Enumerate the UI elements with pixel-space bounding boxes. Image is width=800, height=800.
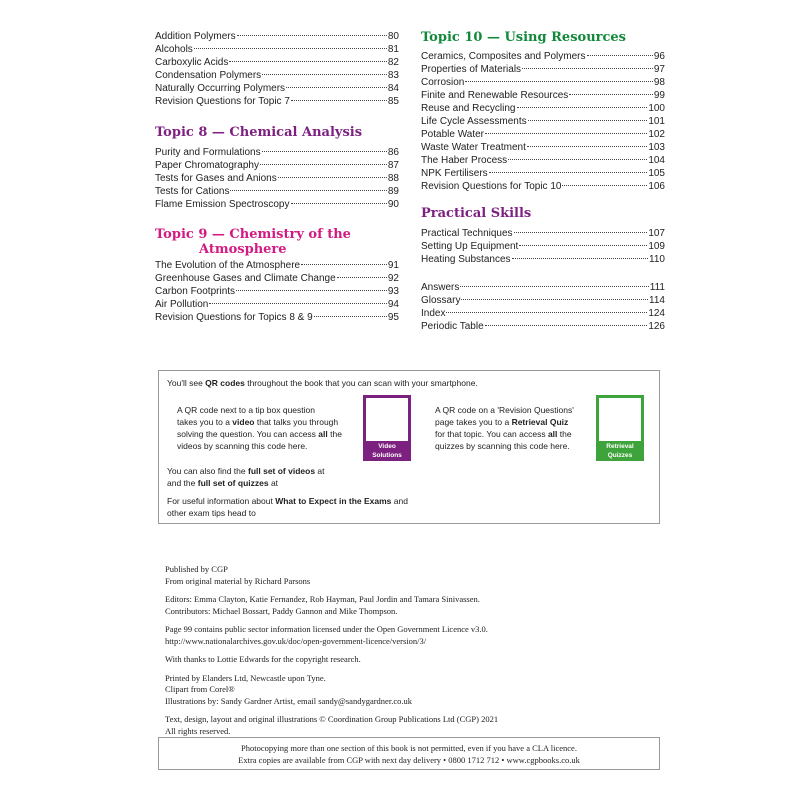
toc-left-column bbox=[155, 30, 399, 324]
licence-text: Page 99 contains public sector information licensed under the Open Government Licence v3.0. bbox=[165, 624, 488, 634]
toc-entry[interactable]: The Evolution of the Atmosphere 91 bbox=[155, 260, 399, 271]
exam-tips-text: For useful information about What to Expect in the Exams and other exam tips head to bbox=[167, 496, 408, 518]
toc-entry[interactable]: Properties of Materials 97 bbox=[421, 64, 665, 75]
printing-block bbox=[165, 673, 498, 708]
topic9-entries bbox=[155, 259, 399, 324]
printer: Printed by Elanders Ltd, Newcastle upon Tyne. bbox=[165, 672, 326, 683]
retrieval-quizzes-label: Retrieval Quizzes bbox=[596, 441, 644, 461]
qr-intro: You'll see QR codes throughout the book that you can scan with your smartphone. bbox=[167, 378, 478, 388]
extra-copies-notice: Extra copies are available from CGP with next day delivery • 0800 1712 712 • www.cgpbooks.co.uk bbox=[238, 755, 580, 765]
published-by: Published by CGP bbox=[165, 564, 228, 574]
topic9-heading-line1: Topic 9 — Chemistry of the bbox=[155, 227, 351, 242]
video-solutions-qr[interactable] bbox=[363, 395, 411, 461]
toc-right-column bbox=[421, 30, 665, 333]
toc-entry[interactable]: Alcohols 81 bbox=[155, 44, 399, 55]
toc-entry[interactable]: Revision Questions for Topic 10 106 bbox=[421, 181, 665, 192]
practical-skills-heading: Practical Skills bbox=[421, 206, 532, 221]
video-description: A QR code next to a tip box question takes you to a video that talks you through solving the question. You can access all the videos by scanning this code here. bbox=[177, 405, 342, 451]
licence-url[interactable]: http://www.nationalarchives.gov.uk/doc/open-government-licence/version/3/ bbox=[165, 635, 427, 646]
thanks-block bbox=[165, 654, 498, 666]
toc-entry[interactable]: Index 124 bbox=[421, 308, 665, 319]
toc-entry[interactable]: Flame Emission Spectroscopy 90 bbox=[155, 199, 399, 210]
toc-entry[interactable]: Carboxylic Acids 82 bbox=[155, 57, 399, 68]
toc-entry[interactable]: The Haber Process 104 bbox=[421, 155, 665, 166]
toc-entry[interactable]: Revision Questions for Topics 8 & 9 95 bbox=[155, 312, 399, 323]
toc-entry[interactable]: Waste Water Treatment 103 bbox=[421, 142, 665, 153]
toc-entry[interactable]: Tests for Cations 89 bbox=[155, 186, 399, 197]
full-sets-text: You can also find the full set of videos at and the full set of quizzes at bbox=[167, 466, 325, 488]
toc-entry[interactable]: Paper Chromatography 87 bbox=[155, 160, 399, 171]
copyright-notice: Text, design, layout and original illustrations © Coordination Group Publications Ltd (CGP) 2021 bbox=[165, 714, 499, 724]
toc-entry[interactable]: Condensation Polymers 83 bbox=[155, 70, 399, 81]
toc-entry[interactable]: NPK Fertilisers 105 bbox=[421, 168, 665, 179]
contributors: Contributors: Michael Bossart, Paddy Gannon and Mike Thompson. bbox=[165, 605, 398, 616]
toc-entry[interactable]: Practical Techniques 107 bbox=[421, 228, 665, 239]
quiz-description: A QR code on a 'Revision Questions' page takes you to a Retrieval Quiz for that topic. You can access all the quizzes by scanning this code here. bbox=[435, 405, 574, 451]
topic8-heading: Topic 8 — Chemical Analysis bbox=[155, 125, 363, 140]
toc-entry[interactable]: Heating Substances 110 bbox=[421, 254, 665, 265]
toc-entry[interactable]: Naturally Occurring Polymers 84 bbox=[155, 83, 399, 94]
toc-entry[interactable]: Addition Polymers 80 bbox=[155, 31, 399, 42]
toc-entry[interactable]: Periodic Table 126 bbox=[421, 321, 665, 332]
photocopy-notice-box bbox=[158, 737, 660, 770]
topic8-entries bbox=[155, 146, 399, 211]
rights-reserved: All rights reserved. bbox=[165, 725, 231, 736]
toc-entry[interactable]: Potable Water 102 bbox=[421, 129, 665, 140]
publication-credits bbox=[165, 564, 498, 744]
editors: Editors: Emma Clayton, Katie Fernandez, Rob Hayman, Paul Jordin and Tamara Sinivassen. bbox=[165, 594, 480, 604]
qr-info-box bbox=[158, 370, 660, 524]
toc-entry[interactable]: Life Cycle Assessments 101 bbox=[421, 116, 665, 127]
toc-entry[interactable]: Air Pollution 94 bbox=[155, 299, 399, 310]
illustrations: Illustrations by: Sandy Gardner Artist, email sandy@sandygardner.co.uk bbox=[165, 695, 412, 706]
topic7-entries bbox=[155, 30, 399, 111]
clipart: Clipart from Corel® bbox=[165, 684, 235, 694]
toc-entry[interactable]: Revision Questions for Topic 7 85 bbox=[155, 96, 399, 107]
toc-entry[interactable]: Finite and Renewable Resources 99 bbox=[421, 90, 665, 101]
photocopy-notice: Photocopying more than one section of this book is not permitted, even if you have a CLA licence. bbox=[241, 743, 577, 753]
toc-entry[interactable]: Glossary 114 bbox=[421, 295, 665, 306]
practical-entries bbox=[421, 227, 665, 266]
toc-entry[interactable]: Carbon Footprints 93 bbox=[155, 286, 399, 297]
topic9-heading bbox=[155, 227, 399, 257]
publisher-block bbox=[165, 564, 498, 587]
editors-block bbox=[165, 594, 498, 617]
topic10-heading: Topic 10 — Using Resources bbox=[421, 30, 626, 45]
thanks: With thanks to Lottie Edwards for the copyright research. bbox=[165, 654, 361, 664]
retrieval-quizzes-qr[interactable] bbox=[596, 395, 644, 461]
topic9-heading-line2: Atmosphere bbox=[199, 242, 287, 257]
video-solutions-label: Video Solutions bbox=[363, 441, 411, 461]
toc-entry[interactable]: Greenhouse Gases and Climate Change 92 bbox=[155, 273, 399, 284]
toc-entry[interactable]: Corrosion 98 bbox=[421, 77, 665, 88]
back-matter-entries bbox=[421, 281, 665, 333]
toc-entry[interactable]: Answers 111 bbox=[421, 282, 665, 293]
toc-entry[interactable]: Tests for Gases and Anions 88 bbox=[155, 173, 399, 184]
toc-entry[interactable]: Ceramics, Composites and Polymers 96 bbox=[421, 51, 665, 62]
toc-entry[interactable]: Reuse and Recycling 100 bbox=[421, 103, 665, 114]
original-author: From original material by Richard Parsons bbox=[165, 575, 311, 586]
toc-entry[interactable]: Purity and Formulations 86 bbox=[155, 147, 399, 158]
toc-entry[interactable]: Setting Up Equipment 109 bbox=[421, 241, 665, 252]
topic10-entries bbox=[421, 50, 665, 193]
licence-block bbox=[165, 624, 498, 647]
copyright-block bbox=[165, 714, 498, 737]
